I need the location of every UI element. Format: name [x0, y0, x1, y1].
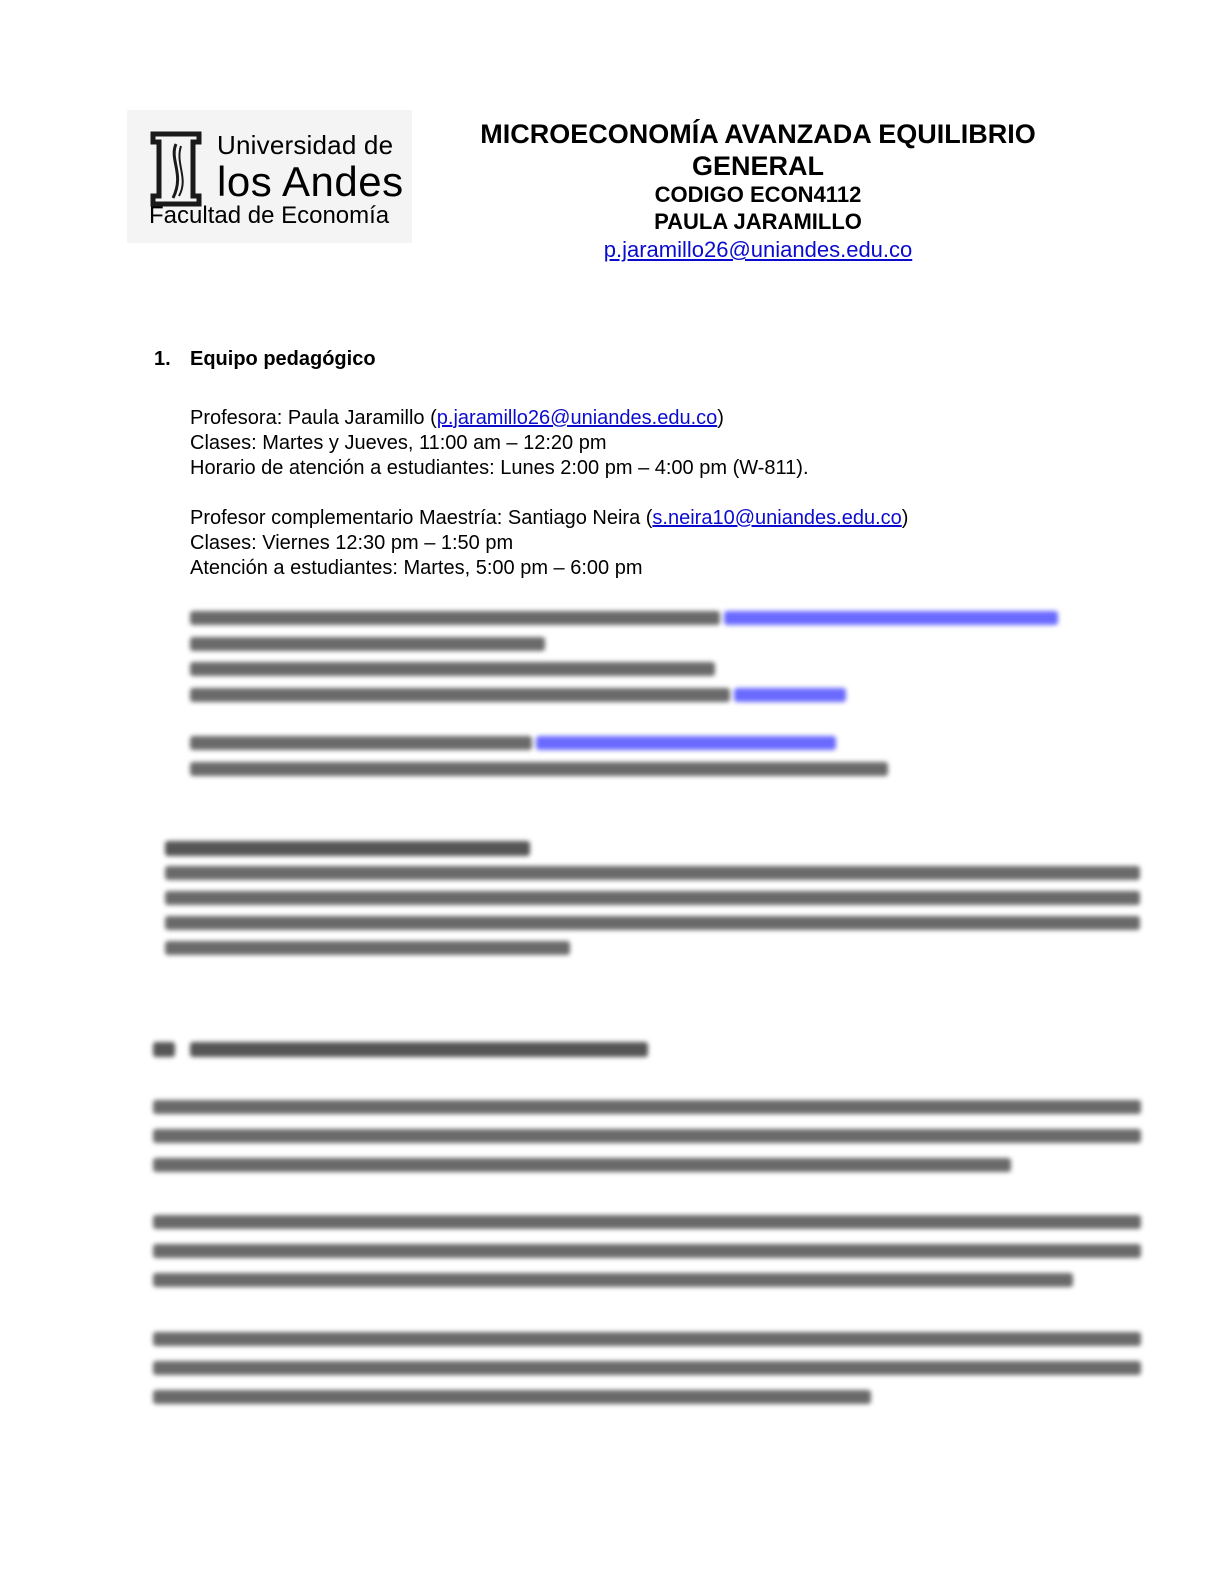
- blurred-line: [153, 1215, 1141, 1229]
- profesora-horario: Horario de atención a estudiantes: Lunes 2:00 pm – 4:00 pm (W-811).: [190, 457, 809, 479]
- blurred-line: [165, 916, 1140, 930]
- profesora-suffix: ): [717, 407, 724, 429]
- blurred-line: [153, 1273, 1073, 1287]
- maestria-email-link[interactable]: s.neira10@uniandes.edu.co: [652, 507, 902, 529]
- blurred-heading: [165, 841, 530, 856]
- section-1-number: 1.: [154, 348, 171, 370]
- section-1-title: Equipo pedagógico: [190, 348, 376, 370]
- blurred-line: [165, 866, 1140, 880]
- maestria-atencion: Atención a estudiantes: Martes, 5:00 pm – 6:00 pm: [190, 557, 643, 579]
- blurred-line: [165, 891, 1140, 905]
- blurred-line: [153, 1129, 1141, 1143]
- blurred-line: [190, 688, 730, 702]
- blurred-line: [190, 662, 715, 676]
- profesora-clases: Clases: Martes y Jueves, 11:00 am – 12:20 pm: [190, 432, 607, 454]
- blurred-line: [153, 1244, 1141, 1258]
- profesora-email-link[interactable]: p.jaramillo26@uniandes.edu.co: [436, 407, 718, 429]
- blurred-heading: [153, 1042, 175, 1057]
- profesora-prefix: Profesora: Paula Jaramillo (: [190, 407, 437, 429]
- blurred-link: [734, 688, 846, 702]
- maestria-clases: Clases: Viernes 12:30 pm – 1:50 pm: [190, 532, 514, 554]
- course-code: CODIGO ECON4112: [654, 182, 862, 207]
- maestria-suffix: ): [901, 507, 909, 529]
- blurred-line: [165, 941, 570, 955]
- blurred-line: [190, 736, 532, 750]
- header-email-link[interactable]: p.jaramillo26@uniandes.edu.co: [603, 237, 913, 262]
- logo-line-3: Facultad de Economía: [149, 202, 390, 229]
- blurred-line: [190, 762, 888, 776]
- blurred-line: [153, 1361, 1141, 1375]
- logo-line-2: los Andes: [217, 158, 404, 205]
- blurred-heading: [190, 1042, 648, 1057]
- blurred-line: [190, 611, 720, 625]
- logo-line-1: Universidad de: [217, 130, 394, 160]
- maestria-prefix: Profesor complementario Maestría: Santiago Neira (: [190, 507, 653, 529]
- blurred-link: [536, 736, 836, 750]
- blurred-line: [153, 1100, 1141, 1114]
- blurred-line: [153, 1158, 1011, 1172]
- document-title: MICROECONOMÍA AVANZADA EQUILIBRIO GENERAL: [480, 119, 1036, 181]
- blurred-line: [190, 637, 545, 651]
- professor-name: PAULA JARAMILLO: [654, 209, 862, 234]
- blurred-line: [153, 1390, 871, 1404]
- blurred-line: [153, 1332, 1141, 1346]
- blurred-link: [724, 611, 1058, 625]
